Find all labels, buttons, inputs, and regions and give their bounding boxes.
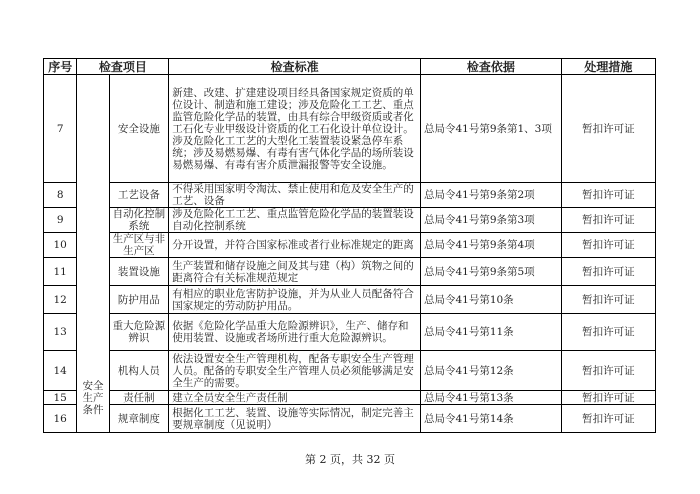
row-basis: 总局令41号第9条第3项 bbox=[420, 208, 561, 233]
header-num: 序号 bbox=[44, 59, 77, 75]
row-standard: 根据化工工艺、装置、设施等实际情况，制定完善主要规章制度（见说明） bbox=[169, 405, 421, 433]
row-standard: 新建、改建、扩建建设项目经具备国家规定资质的单位设计、制造和施工建设；涉及危险化工工艺、重点监管危险化学品的装置，由具有综合甲级资质或者化工石化专业甲级设计资质的化工石化设计单位设计。涉及危险化工工艺的大型化工装置装设紧急停车系统；涉及易燃易爆、有毒有害气体化学品的场所装设易燃易爆、有毒有害介质泄漏报警等安全设施。 bbox=[169, 75, 421, 183]
row-standard: 建立全员安全生产责任制 bbox=[169, 391, 421, 405]
row-basis: 总局令41号第14条 bbox=[420, 405, 561, 433]
table-row bbox=[44, 183, 656, 208]
row-item: 装置设施 bbox=[109, 258, 169, 286]
row-num: 13 bbox=[44, 314, 77, 351]
table-row bbox=[44, 75, 656, 183]
row-basis: 总局令41号第10条 bbox=[420, 286, 561, 314]
row-standard: 分开设置，并符合国家标准或者行业标准规定的距离 bbox=[169, 233, 421, 258]
row-standard: 涉及危险化工工艺、重点监管危险化学品的装置装设自动化控制系统 bbox=[169, 208, 421, 233]
header-basis: 检查依据 bbox=[420, 59, 561, 75]
row-num: 7 bbox=[44, 75, 77, 183]
category-label: 安全生产条件 bbox=[82, 380, 104, 416]
row-standard: 依据《危险化学品重大危险源辨识》，生产、储存和使用装置、设施或者场所进行重大危险源辨识。 bbox=[169, 314, 421, 351]
table-row bbox=[44, 391, 656, 405]
row-num: 16 bbox=[44, 405, 77, 433]
row-action: 暂扣许可证 bbox=[561, 351, 655, 391]
row-standard: 有相应的职业危害防护设施，并为从业人员配备符合国家规定的劳动防护用品。 bbox=[169, 286, 421, 314]
table-row bbox=[44, 233, 656, 258]
row-num: 12 bbox=[44, 286, 77, 314]
row-num: 8 bbox=[44, 183, 77, 208]
row-item: 防护用品 bbox=[109, 286, 169, 314]
header-item: 检查项目 bbox=[77, 59, 169, 75]
row-item: 生产区与非生产区 bbox=[109, 233, 169, 258]
table-row bbox=[44, 258, 656, 286]
row-item: 自动化控制系统 bbox=[109, 208, 169, 233]
table-row bbox=[44, 351, 656, 391]
row-action: 暂扣许可证 bbox=[561, 405, 655, 433]
row-standard: 不得采用国家明令淘汰、禁止使用和危及安全生产的工艺、设备 bbox=[169, 183, 421, 208]
header-standard: 检查标准 bbox=[169, 59, 421, 75]
row-num: 14 bbox=[44, 351, 77, 391]
row-basis: 总局令41号第13条 bbox=[420, 391, 561, 405]
inspection-table bbox=[43, 58, 656, 433]
page-footer: 第 2 页，共 32 页 bbox=[305, 453, 395, 466]
header-row bbox=[44, 59, 656, 75]
row-basis: 总局令41号第9条第2项 bbox=[420, 183, 561, 208]
row-basis: 总局令41号第9条第5项 bbox=[420, 258, 561, 286]
row-item: 规章制度 bbox=[109, 405, 169, 433]
row-action: 暂扣许可证 bbox=[561, 314, 655, 351]
row-basis: 总局令41号第9条第4项 bbox=[420, 233, 561, 258]
row-item: 机构人员 bbox=[109, 351, 169, 391]
row-basis: 总局令41号第11条 bbox=[420, 314, 561, 351]
row-standard: 生产装置和储存设施之间及其与建（构）筑物之间的距离符合有关标准规范规定 bbox=[169, 258, 421, 286]
row-item: 安全设施 bbox=[109, 75, 169, 183]
row-action: 暂扣许可证 bbox=[561, 258, 655, 286]
table-row bbox=[44, 405, 656, 433]
row-action: 暂扣许可证 bbox=[561, 183, 655, 208]
row-basis: 总局令41号第12条 bbox=[420, 351, 561, 391]
table-row bbox=[44, 208, 656, 233]
row-standard: 依法设置安全生产管理机构，配备专职安全生产管理人员。配备的专职安全生产管理人员必须能够满足安全生产的需要。 bbox=[169, 351, 421, 391]
row-item: 重大危险源辨识 bbox=[109, 314, 169, 351]
row-item: 责任制 bbox=[109, 391, 169, 405]
row-num: 9 bbox=[44, 208, 77, 233]
row-num: 15 bbox=[44, 391, 77, 405]
row-action: 暂扣许可证 bbox=[561, 286, 655, 314]
row-num: 10 bbox=[44, 233, 77, 258]
category-cell bbox=[77, 75, 109, 433]
header-action: 处理措施 bbox=[561, 59, 655, 75]
table-row bbox=[44, 314, 656, 351]
row-action: 暂扣许可证 bbox=[561, 208, 655, 233]
table-row bbox=[44, 286, 656, 314]
row-action: 暂扣许可证 bbox=[561, 233, 655, 258]
row-basis: 总局令41号第9条第1、3项 bbox=[420, 75, 561, 183]
row-action: 暂扣许可证 bbox=[561, 391, 655, 405]
row-item: 工艺设备 bbox=[109, 183, 169, 208]
row-action: 暂扣许可证 bbox=[561, 75, 655, 183]
row-num: 11 bbox=[44, 258, 77, 286]
